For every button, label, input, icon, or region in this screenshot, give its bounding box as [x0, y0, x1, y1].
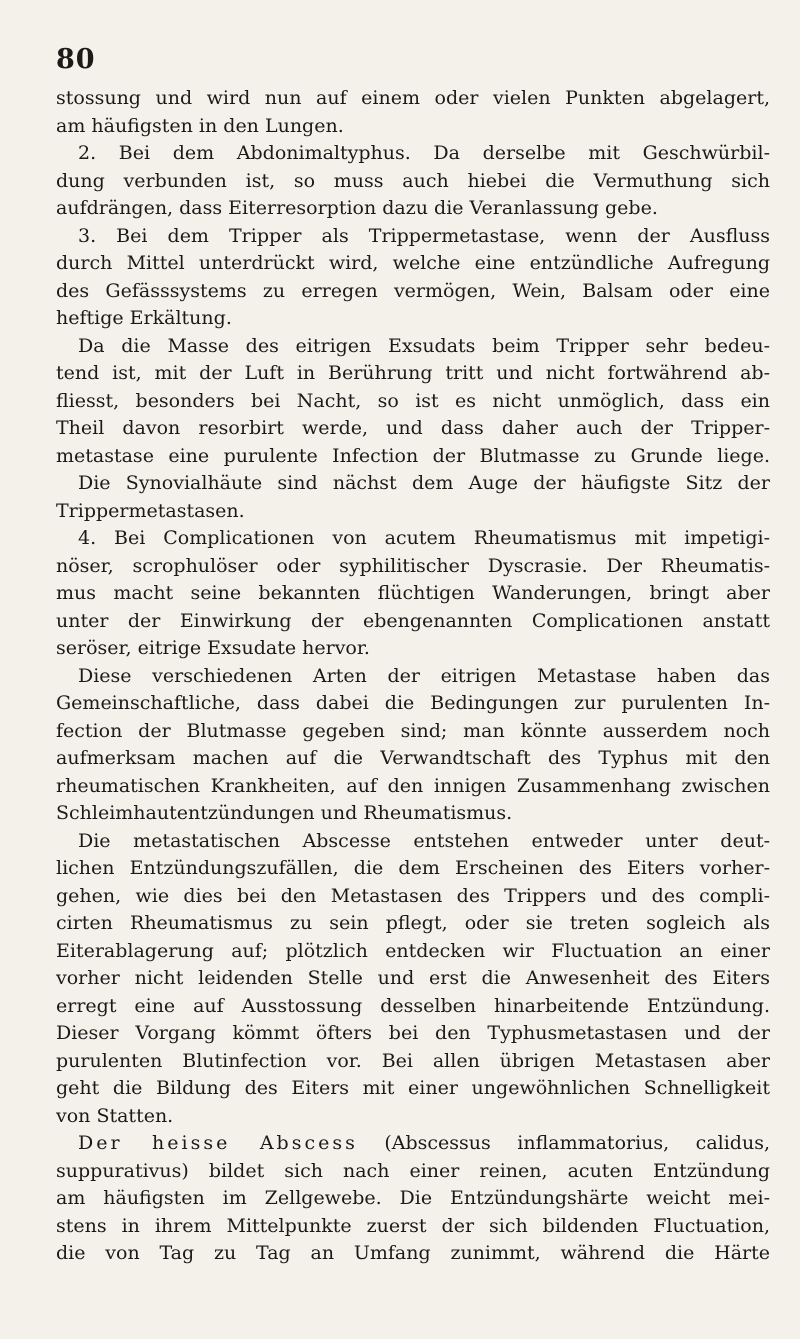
text-line: aufdrängen, dass Eiterresorption dazu die Veranlassung gebe. [56, 197, 658, 219]
text-line: mus macht seine bekannten flüchtigen Wanderungen, bringt aber [56, 582, 770, 604]
text-line: Die Synovialhäute sind nächst dem Auge der häufigste Sitz der [78, 472, 770, 494]
text-line: Eiterablagerung auf; plötzlich entdecken wir Fluctuation an einer [56, 939, 770, 962]
text-line: Gemeinschaftliche, dass dabei die Bedingungen zur purulenten In- [56, 692, 770, 714]
text-line: die von Tag zu Tag an Umfang zunimmt, während die Härte [56, 1242, 770, 1264]
text-line: metastase eine purulente Infection der Blutmasse zu Grunde liege. [56, 444, 770, 467]
text-line: geht die Bildung des Eiters mit einer ungewöhnlichen Schnelligkeit [56, 1077, 770, 1099]
text-line: heftige Erkältung. [56, 307, 232, 329]
text-line: stossung und wird nun auf einem oder vielen Punkten abgelagert, [56, 87, 770, 109]
text-line: fection der Blutmasse gegeben sind; man könnte ausserdem noch [56, 719, 770, 742]
text-line: purulenten Blutinfection vor. Bei allen übrigen Metastasen aber [56, 1049, 770, 1072]
text-line: fliesst, besonders bei Nacht, so ist es nicht unmöglich, dass ein [56, 389, 770, 412]
text-line: 2. Bei dem Abdonimaltyphus. Da derselbe mit Geschwürbil- [78, 142, 770, 164]
text-line: lichen Entzündungszufällen, die dem Erscheinen des Eiters vorher- [56, 857, 770, 879]
text-line: aufmerksam machen auf die Verwandtschaft des Typhus mit den [56, 747, 770, 769]
text-line: durch Mittel unterdrückt wird, welche eine entzündliche Aufregung [56, 252, 770, 274]
text-line: Der heisse Abscess (Abscessus inflammatorius, calidus, [78, 1132, 770, 1154]
text-line: Da die Masse des eitrigen Exsudats beim Tripper sehr bedeu- [78, 334, 770, 357]
text-line: von Statten. [56, 1104, 174, 1127]
text-line: Diese verschiedenen Arten der eitrigen Metastase haben das [78, 664, 770, 687]
text-line: dung verbunden ist, so muss auch hiebei die Vermuthung sich [56, 169, 770, 192]
text-line: stens in ihrem Mittelpunkte zuerst der sich bildenden Fluctuation, [56, 1214, 770, 1237]
text-line: Schleimhautentzündungen und Rheumatismus. [56, 802, 513, 824]
text-line: rheumatischen Krankheiten, auf den innigen Zusammenhang zwischen [56, 774, 770, 797]
text-line: am häufigsten in den Lungen. [56, 114, 344, 137]
page-number: 80 [56, 44, 96, 75]
text-line: vorher nicht leidenden Stelle und erst die Anwesenheit des Eiters [56, 967, 770, 989]
text-line: 4. Bei Complicationen von acutem Rheumatismus mit impetigi- [78, 527, 770, 549]
text-line: nöser, scrophulöser oder syphilitischer Dyscrasie. Der Rheumatis- [56, 554, 770, 577]
text-line: suppurativus) bildet sich nach einer reinen, acuten Entzündung [56, 1159, 770, 1182]
text-line: cirten Rheumatismus zu sein pflegt, oder sie treten sogleich als [56, 912, 770, 934]
text-line: Die metastatischen Abscesse entstehen entweder unter deut- [78, 829, 770, 852]
text-line: 3. Bei dem Tripper als Trippermetastase, wenn der Ausfluss [78, 224, 770, 247]
text-line: Dieser Vorgang kömmt öfters bei den Typhusmetastasen und der [56, 1022, 770, 1044]
text-line: Theil davon resorbirt werde, und dass daher auch der Tripper- [56, 417, 770, 439]
text-line: am häufigsten im Zellgewebe. Die Entzündungshärte weicht mei- [56, 1187, 770, 1209]
text-line: des Gefässsystems zu erregen vermögen, Wein, Balsam oder eine [56, 279, 770, 302]
body-text [56, 85, 770, 1268]
text-line: Trippermetastasen. [56, 499, 245, 522]
text-line: unter der Einwirkung der ebengenannten Complicationen anstatt [56, 609, 770, 632]
text-line: tend ist, mit der Luft in Berührung tritt und nicht fortwährend ab- [56, 362, 770, 384]
text-line: seröser, eitrige Exsudate hervor. [56, 637, 370, 659]
text-line: erregt eine auf Ausstossung desselben hinarbeitende Entzündung. [56, 994, 770, 1017]
text-line: gehen, wie dies bei den Metastasen des Trippers und des compli- [56, 884, 770, 907]
